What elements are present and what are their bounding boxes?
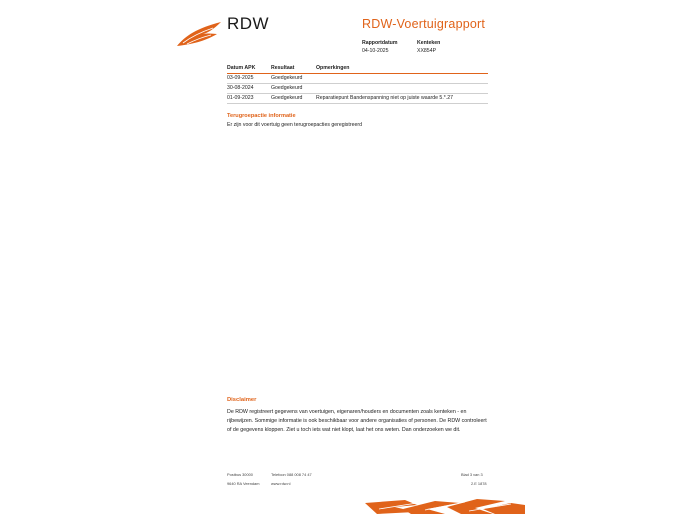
cell-opmerkingen xyxy=(316,73,488,83)
col-header-opmerkingen: Opmerkingen xyxy=(316,63,488,73)
cell-opmerkingen xyxy=(316,83,488,93)
footer-page-number: Blad 3 van 3 xyxy=(461,472,483,477)
table-row xyxy=(227,83,488,93)
disclaimer-title: Disclaimer xyxy=(227,397,257,403)
kenteken-value: XX854P xyxy=(417,48,437,54)
rapportdatum-label: Rapportdatum xyxy=(362,40,398,46)
footer-code: 2.E 1878 xyxy=(471,481,487,486)
report-title: RDW-Voertuigrapport xyxy=(362,17,486,31)
footer-plaats: 9640 RA Veendam xyxy=(227,481,260,486)
table-row xyxy=(227,73,488,83)
table-header-row xyxy=(227,63,488,73)
apk-table xyxy=(227,63,488,104)
cell-resultaat: Goedgekeurd xyxy=(271,93,316,103)
cell-datum: 30-08-2024 xyxy=(227,83,271,93)
terugroep-body: Er zijn voor dit voertuig geen terugroepacties geregistreerd xyxy=(227,122,362,128)
cell-resultaat: Goedgekeurd xyxy=(271,73,316,83)
rdw-logo-icon xyxy=(177,22,221,46)
disclaimer-body: De RDW registreert gegevens van voertuigen, eigenaren/houders en documenten zoals kenteken - en rijbewijzen. Sommige informatie is ook beschikbaar voor andere organisaties of personen. De RDW controleert of de gegevens kloppen. Ziet u toch iets wat niet klopt, laat het ons weten. Dan onderzoeken we dit. xyxy=(227,409,487,433)
footer-telefoon: Telefoon 088 008 74 47 xyxy=(271,472,312,477)
footer-website[interactable]: www.rdw.nl xyxy=(271,481,291,486)
terugroep-title: Terugroepactie informatie xyxy=(227,113,296,119)
cell-resultaat: Goedgekeurd xyxy=(271,83,316,93)
col-header-resultaat: Resultaat xyxy=(271,63,316,73)
footer-postbus: Postbus 30000 xyxy=(227,472,253,477)
decorative-wing-graphic xyxy=(365,497,525,514)
brand-name: RDW xyxy=(227,14,270,33)
rapportdatum-value: 04-10-2025 xyxy=(362,48,389,54)
cell-datum: 03-09-2025 xyxy=(227,73,271,83)
cell-datum: 01-09-2023 xyxy=(227,93,271,103)
kenteken-label: Kenteken xyxy=(417,40,441,46)
cell-opmerkingen: Reparatiepunt Bandenspanning niet op juiste waarde 5.*.27 xyxy=(316,93,488,103)
table-row xyxy=(227,93,488,103)
col-header-datum: Datum APK xyxy=(227,63,271,73)
